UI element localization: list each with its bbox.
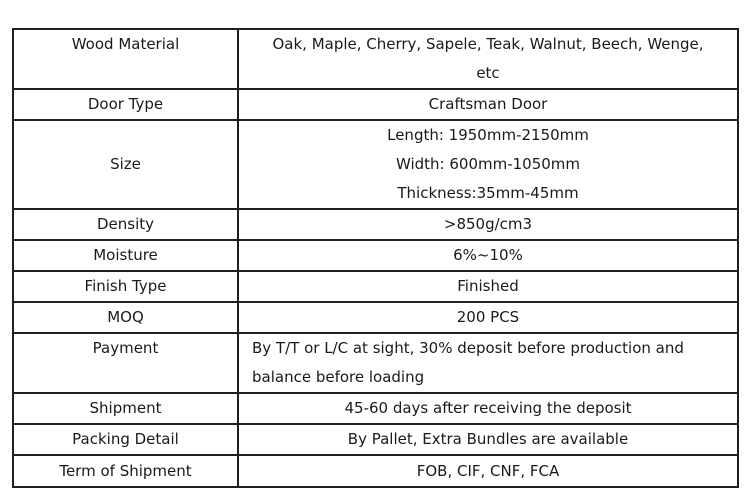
table-row-wood-material — [13, 29, 738, 89]
spec-value-line: >850g/cm3 — [443, 215, 533, 233]
table-row-moq — [13, 302, 738, 333]
table-row-packing-detail — [13, 424, 738, 455]
spec-value — [238, 271, 738, 302]
spec-label — [13, 455, 238, 487]
spec-value-line: By Pallet, Extra Bundles are available — [347, 430, 629, 448]
spec-label-text: Shipment — [89, 399, 162, 417]
spec-value-line: Oak, Maple, Cherry, Sapele, Teak, Walnut, Beech, Wenge, — [272, 35, 704, 53]
table-row-term-of-shipment — [13, 455, 738, 487]
spec-value — [238, 209, 738, 240]
spec-value — [238, 29, 738, 89]
spec-value-line: 200 PCS — [456, 308, 520, 326]
spec-value-line: Craftsman Door — [428, 95, 548, 113]
spec-label — [13, 393, 238, 424]
table-row-moisture — [13, 240, 738, 271]
table-row-door-type — [13, 89, 738, 120]
spec-label-text: Size — [110, 155, 141, 173]
spec-label — [13, 29, 238, 89]
table-row-payment — [13, 333, 738, 393]
spec-value-line: By T/T or L/C at sight, 30% deposit before production and — [252, 339, 684, 357]
spec-label — [13, 89, 238, 120]
spec-label — [13, 424, 238, 455]
spec-value — [238, 333, 738, 393]
spec-value — [238, 393, 738, 424]
table-row-shipment — [13, 393, 738, 424]
spec-value — [238, 120, 738, 209]
spec-label-text: Density — [96, 215, 155, 233]
spec-label — [13, 120, 238, 209]
spec-label-text: Door Type — [87, 95, 164, 113]
spec-label-text: Payment — [92, 339, 159, 357]
spec-value-line: Length: 1950mm-2150mm — [387, 126, 589, 144]
spec-value — [238, 302, 738, 333]
spec-label-text: Moisture — [93, 246, 158, 264]
spec-value — [238, 424, 738, 455]
spec-label — [13, 302, 238, 333]
spec-label-text: Term of Shipment — [59, 461, 192, 480]
spec-value — [238, 89, 738, 120]
spec-label — [13, 209, 238, 240]
spec-value — [238, 455, 738, 487]
spec-value-line: Width: 600mm-1050mm — [395, 155, 581, 173]
spec-label-text: Wood Material — [71, 35, 180, 53]
spec-label-text: Finish Type — [84, 277, 167, 295]
spec-value — [238, 240, 738, 271]
spec-value-line: Thickness:35mm-45mm — [397, 184, 579, 202]
spec-label-text: MOQ — [107, 308, 144, 326]
spec-value-line: 6%~10% — [453, 246, 523, 264]
spec-value-line: Finished — [457, 277, 519, 295]
spec-label — [13, 333, 238, 393]
spec-table — [12, 28, 739, 488]
table-row-size — [13, 120, 738, 209]
spec-value-line: 45-60 days after receiving the deposit — [344, 399, 632, 417]
spec-label — [13, 240, 238, 271]
spec-value-line: FOB, CIF, CNF, FCA — [416, 461, 560, 480]
spec-label — [13, 271, 238, 302]
spec-label-text: Packing Detail — [72, 430, 179, 448]
table-row-density — [13, 209, 738, 240]
table-row-finish-type — [13, 271, 738, 302]
spec-value-line: balance before loading — [252, 368, 425, 386]
spec-value-line: etc — [476, 64, 500, 82]
